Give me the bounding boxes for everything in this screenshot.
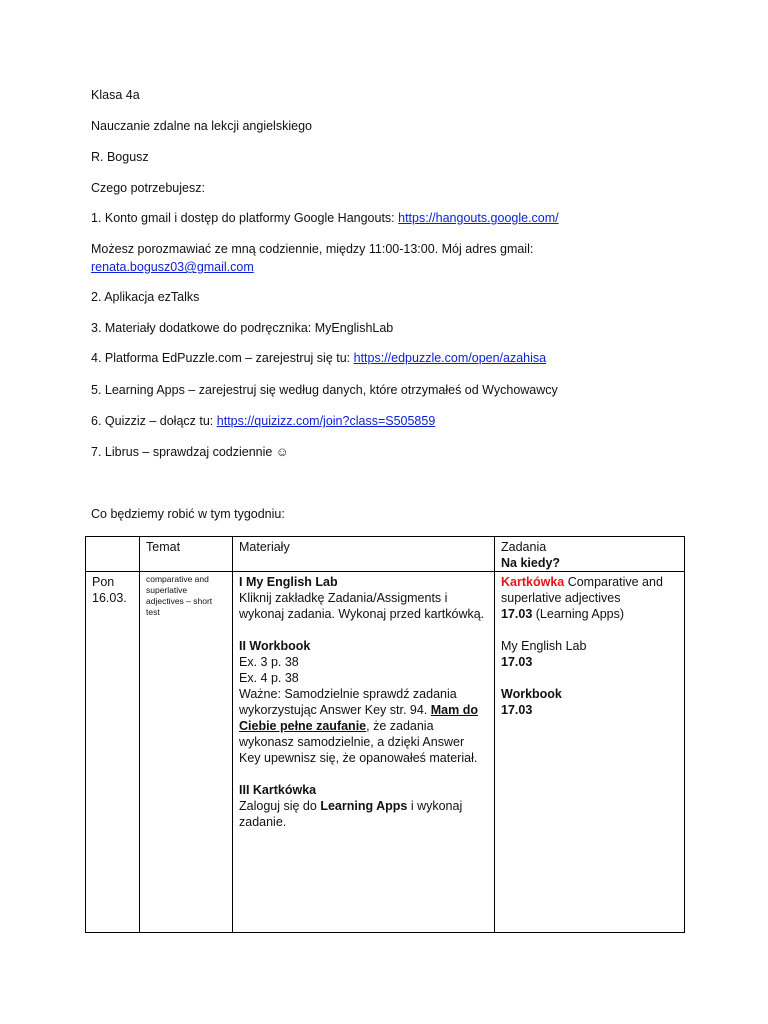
contact-text: Możesz porozmawiać ze mną codziennie, między 11:00-13:00. Mój adres gmail: bbox=[91, 242, 534, 256]
item-4-text: 4. Platforma EdPuzzle.com – zarejestruj się tu: bbox=[91, 351, 354, 365]
material-2-note: Ważne: Samodzielnie sprawdź zadania wykorzystując Answer Key str. 94. bbox=[239, 687, 457, 717]
task-1-text: Comparative and superlative adjectives bbox=[501, 575, 663, 605]
material-1-title: I My English Lab bbox=[239, 575, 338, 589]
day-cell bbox=[86, 572, 140, 933]
header-materialy: Materiały bbox=[233, 537, 495, 572]
header-zadania-label: Zadania bbox=[501, 540, 547, 554]
temat-cell bbox=[140, 572, 233, 933]
class-label: Klasa 4a bbox=[91, 88, 140, 102]
material-1-body: Kliknij zakładkę Zadania/Assigments i wykonaj zadania. Wykonaj przed kartkówką. bbox=[239, 591, 485, 621]
header-day bbox=[86, 537, 140, 572]
teacher-name: R. Bogusz bbox=[91, 150, 149, 164]
edpuzzle-link[interactable]: https://edpuzzle.com/open/azahisa bbox=[353, 351, 547, 365]
week-heading: Co będziemy robić w tym tygodniu: bbox=[91, 507, 285, 521]
task-3-date: 17.03 bbox=[501, 703, 533, 717]
material-2-trust: Mam do Ciebie pełne zaufanie bbox=[239, 703, 478, 733]
contact-email[interactable] bbox=[91, 259, 254, 275]
subject-title: Nauczanie zdalne na lekcji angielskiego bbox=[91, 119, 312, 133]
material-2-title: II Workbook bbox=[239, 639, 311, 653]
material-2-note-end: , że zadania wykonasz samodzielnie, a dzięki Answer Key upewnisz się, że opanowałeś materiał. bbox=[239, 719, 478, 765]
header-zadania bbox=[495, 537, 685, 572]
hangouts-link[interactable]: https://hangouts.google.com/ bbox=[398, 211, 559, 225]
table-header-row bbox=[86, 537, 685, 572]
material-2-line-1: Ex. 3 p. 38 bbox=[239, 655, 299, 669]
needs-heading: Czego potrzebujesz: bbox=[91, 181, 205, 195]
item-6-text: 6. Quizziz – dołącz tu: bbox=[91, 414, 217, 428]
day-name: Pon bbox=[92, 575, 115, 589]
material-3-title: III Kartkówka bbox=[239, 783, 317, 797]
task-1-suffix: (Learning Apps) bbox=[532, 607, 625, 621]
header-temat: Temat bbox=[140, 537, 233, 572]
material-3-post: i wykonaj zadanie. bbox=[239, 799, 463, 829]
task-1-date: 17.03 bbox=[501, 607, 533, 621]
material-3-app: Learning Apps bbox=[320, 799, 408, 813]
task-1-red: Kartkówka bbox=[501, 575, 565, 589]
quizizz-link[interactable]: https://quizizz.com/join?class=S505859 bbox=[216, 414, 436, 428]
task-2-date: 17.03 bbox=[501, 655, 533, 669]
table-row bbox=[86, 572, 685, 933]
material-3-pre: Zaloguj się do bbox=[239, 799, 321, 813]
task-3-title: Workbook bbox=[501, 687, 562, 701]
zadania-cell bbox=[495, 572, 685, 933]
task-2-text: My English Lab bbox=[501, 639, 587, 653]
item-5: 5. Learning Apps – zarejestruj się według danych, które otrzymałeś od Wychowawcy bbox=[91, 383, 558, 397]
email-link[interactable]: renata.bogusz03@gmail.com bbox=[91, 260, 254, 274]
item-4 bbox=[91, 350, 546, 366]
material-2-line-2: Ex. 4 p. 38 bbox=[239, 671, 299, 685]
item-7: 7. Librus – sprawdzaj codziennie ☺ bbox=[91, 445, 289, 459]
item-1 bbox=[91, 210, 559, 226]
item-6 bbox=[91, 413, 435, 429]
header-na-kiedy: Na kiedy? bbox=[501, 556, 561, 570]
temat-text: comparative and superlative adjectives – short test bbox=[146, 574, 213, 617]
item-2: 2. Aplikacja ezTalks bbox=[91, 290, 200, 304]
materialy-cell bbox=[233, 572, 495, 933]
day-date: 16.03. bbox=[92, 591, 127, 605]
item-1-text: 1. Konto gmail i dostęp do platformy Google Hangouts: bbox=[91, 211, 399, 225]
item-3: 3. Materiały dodatkowe do podręcznika: MyEnglishLab bbox=[91, 321, 394, 335]
schedule-table bbox=[85, 536, 685, 933]
